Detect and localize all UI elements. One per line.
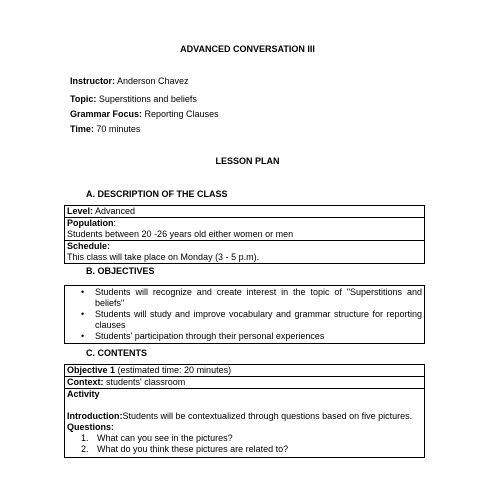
introduction-paragraph (67, 411, 422, 422)
meta-topic-label: Topic: (70, 94, 97, 104)
objective-item: • Students' participation through their personal experiences (65, 331, 424, 342)
objective-1-label: Objective 1 (67, 365, 116, 375)
section-a-heading: A. DESCRIPTION OF THE CLASS (86, 189, 228, 199)
level-row (65, 206, 424, 217)
objective-1-row (65, 365, 424, 376)
description-box (64, 205, 425, 264)
introduction-value: Students will be contextualized through questions based on five pictures. (122, 411, 413, 421)
context-value: students' classroom (103, 377, 186, 387)
population-label: Population (67, 218, 114, 228)
questions-label: Questions: (67, 422, 115, 432)
objective-item: • Students will recognize and create interest in the topic of "Superstitions and beliefs" (65, 287, 424, 309)
context-row (65, 376, 424, 388)
objectives-box (64, 285, 425, 344)
contents-box (64, 364, 425, 458)
section-b-heading: B. OBJECTIVES (86, 266, 155, 276)
question-text: What do you think these pictures are related to? (97, 444, 289, 454)
context-label: Context: (67, 377, 104, 387)
meta-instructor (70, 76, 189, 87)
meta-time (70, 124, 140, 135)
level-label: Level: (67, 206, 94, 216)
meta-grammar-value: Reporting Clauses (142, 109, 219, 119)
meta-topic (70, 94, 197, 105)
lesson-plan-heading: LESSON PLAN (215, 156, 280, 166)
question-text: What can you see in the pictures? (97, 433, 233, 443)
meta-instructor-label: Instructor: (70, 76, 115, 86)
meta-instructor-value: Anderson Chavez (115, 76, 189, 86)
introduction-label: Introduction: (67, 411, 123, 421)
document-title: ADVANCED CONVERSATION III (180, 44, 315, 54)
level-value: Advanced (93, 206, 136, 216)
meta-grammar (70, 109, 219, 120)
question-number: 1. (81, 433, 89, 443)
population-row (65, 217, 424, 240)
question-item (67, 433, 422, 444)
objective-item: • Students will study and improve vocabulary and grammar structure for reporting clauses (65, 309, 424, 331)
meta-grammar-label: Grammar Focus: (70, 109, 143, 119)
schedule-row (65, 240, 424, 263)
meta-time-value: 70 minutes (93, 124, 141, 134)
meta-topic-value: Superstitions and beliefs (96, 94, 197, 104)
question-item (67, 444, 422, 455)
objective-1-value: (estimated time: 20 minutes) (115, 365, 232, 375)
activity-label: Activity (67, 389, 100, 399)
section-c-heading: C. CONTENTS (86, 348, 148, 358)
question-number: 2. (81, 444, 89, 454)
schedule-label: Schedule: (67, 241, 111, 251)
activity-row (65, 388, 424, 457)
meta-time-label: Time: (70, 124, 94, 134)
population-colon: : (113, 218, 117, 228)
schedule-value: This class will take place on Monday (3 - 5 p.m). (67, 252, 260, 262)
population-value: Students between 20 -26 years old either women or men (67, 229, 294, 239)
